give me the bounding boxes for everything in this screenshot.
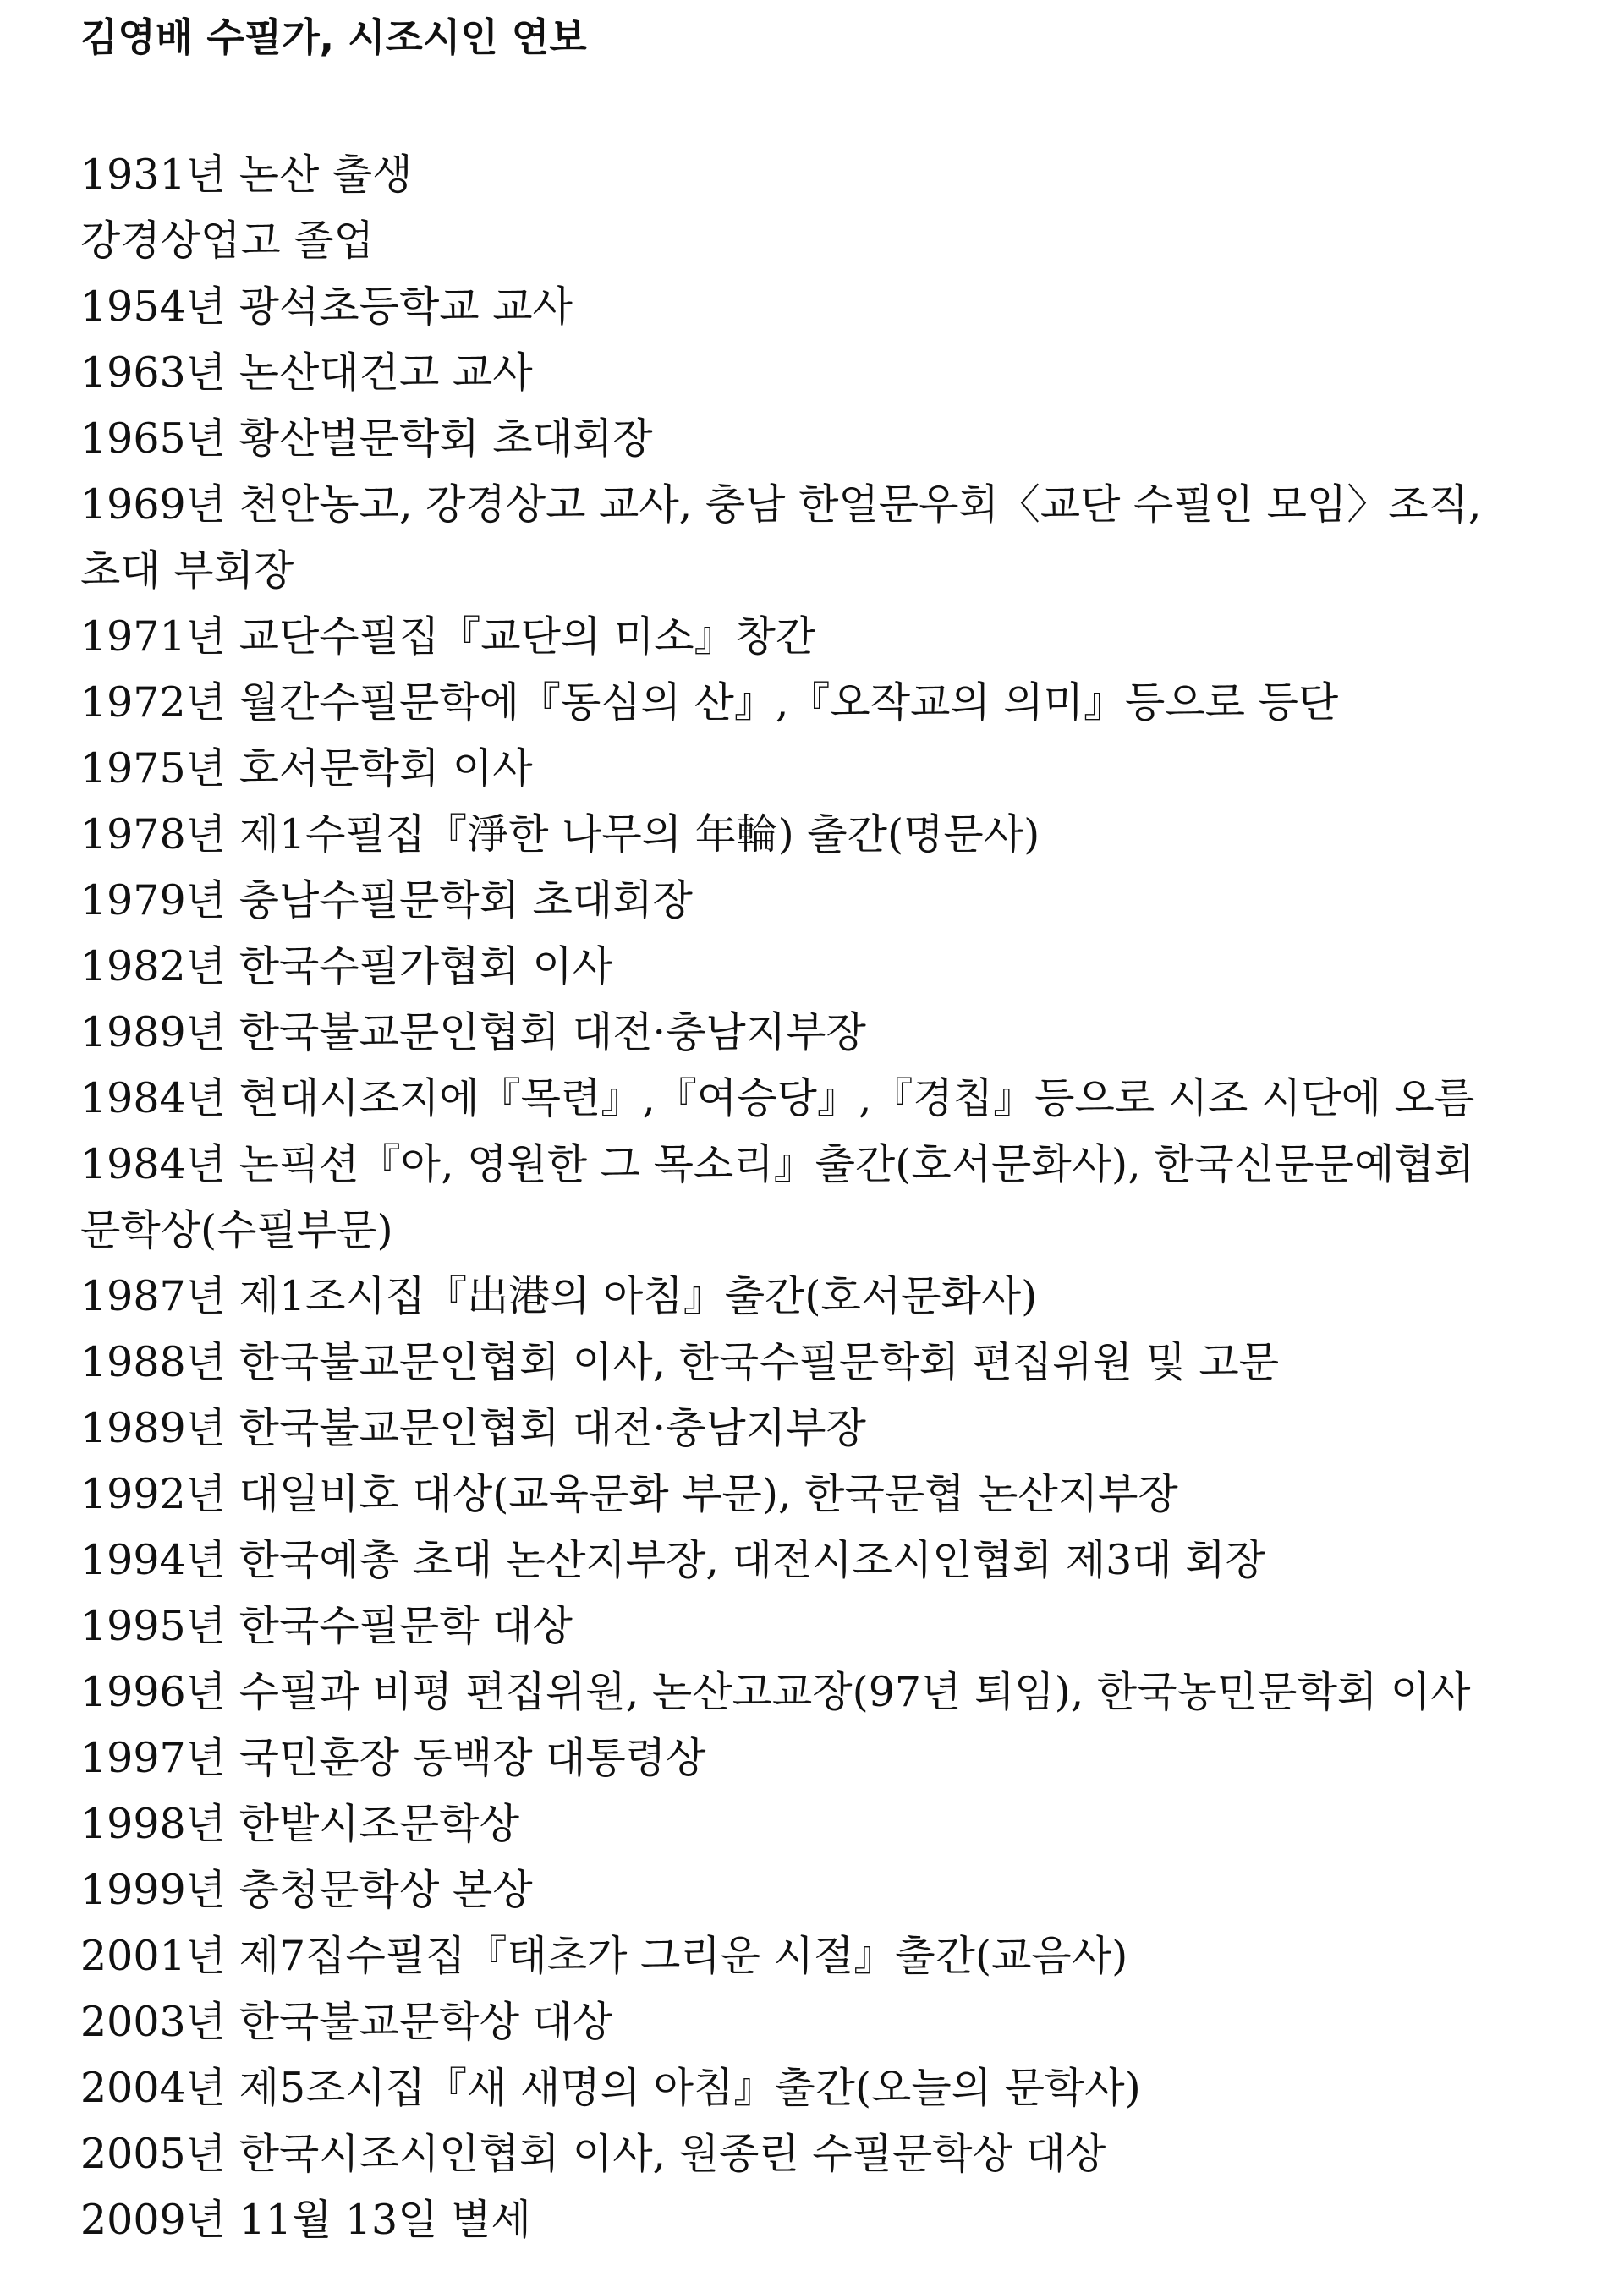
chronology-line: 1969년 천안농고, 강경상고 교사, 충남 한얼문우회〈교단 수필인 모임〉조직, xyxy=(80,480,1482,529)
document-page xyxy=(80,0,1569,2253)
chronology-list xyxy=(80,142,1569,2253)
chronology-line: 1995년 한국수필문학 대상 xyxy=(80,1602,573,1650)
chronology-line: 1971년 교단수필집『교단의 미소』창간 xyxy=(80,612,816,661)
chronology-line: 2001년 제7집수필집『태초가 그리운 시절』출간(교음사) xyxy=(80,1932,1128,1980)
chronology-line: 1931년 논산 출생 xyxy=(80,151,413,199)
chronology-line: 2004년 제5조시집『새 새명의 아침』출간(오늘의 문학사) xyxy=(80,2064,1141,2112)
chronology-line: 1987년 제1조시집『出港의 아침』출간(호서문화사) xyxy=(80,1272,1038,1320)
page-title: 김영배 수필가, 시조시인 연보 xyxy=(80,14,587,60)
chronology-line: 1978년 제1수필집『淨한 나무의 年輪) 출간(명문사) xyxy=(80,810,1040,858)
chronology-line: 2005년 한국시조시인협회 이사, 원종린 수필문학상 대상 xyxy=(80,2130,1106,2178)
chronology-line: 1984년 현대시조지에『목련』,『여승당』,『경칩』등으로 시조 시단에 오름 xyxy=(80,1074,1475,1122)
chronology-line: 1963년 논산대건고 교사 xyxy=(80,348,533,397)
chronology-line: 1972년 월간수필문학에『동심의 산』,『오작교의 의미』등으로 등단 xyxy=(80,678,1339,727)
chronology-line: 2009년 11월 13일 별세 xyxy=(80,2196,531,2244)
chronology-line: 1975년 호서문학회 이사 xyxy=(80,744,533,793)
chronology-line: 1997년 국민훈장 동백장 대통령상 xyxy=(80,1734,706,1782)
chronology-line: 문학상(수필부문) xyxy=(80,1206,393,1254)
chronology-line: 1989년 한국불교문인협회 대전·충남지부장 xyxy=(80,1008,866,1056)
chronology-line: 1996년 수필과 비평 편집위원, 논산고교장(97년 퇴임), 한국농민문학회 이사 xyxy=(80,1668,1471,1716)
chronology-line: 1984년 논픽션『아, 영원한 그 목소리』출간(호서문화사), 한국신문문예협회 xyxy=(80,1140,1474,1188)
chronology-line: 1982년 한국수필가협회 이사 xyxy=(80,942,613,990)
chronology-line: 1994년 한국예총 초대 논산지부장, 대전시조시인협회 제3대 회장 xyxy=(80,1536,1265,1584)
chronology-line: 강경상업고 졸업 xyxy=(80,217,374,265)
chronology-line: 1998년 한밭시조문학상 xyxy=(80,1800,519,1848)
chronology-line: 1999년 충청문학상 본상 xyxy=(80,1866,533,1914)
chronology-line: 1989년 한국불교문인협회 대전·충남지부장 xyxy=(80,1404,866,1452)
chronology-line: 1992년 대일비호 대상(교육문화 부문), 한국문협 논산지부장 xyxy=(80,1470,1178,1518)
chronology-line: 1979년 충남수필문학회 초대회장 xyxy=(80,876,693,924)
chronology-line: 초대 부회장 xyxy=(80,546,294,595)
chronology-line: 1954년 광석초등학교 교사 xyxy=(80,283,573,331)
chronology-line: 1988년 한국불교문인협회 이사, 한국수필문학회 편집위원 및 고문 xyxy=(80,1338,1280,1386)
chronology-line: 2003년 한국불교문학상 대상 xyxy=(80,1998,613,2046)
chronology-line: 1965년 황산벌문학회 초대회장 xyxy=(80,414,653,463)
